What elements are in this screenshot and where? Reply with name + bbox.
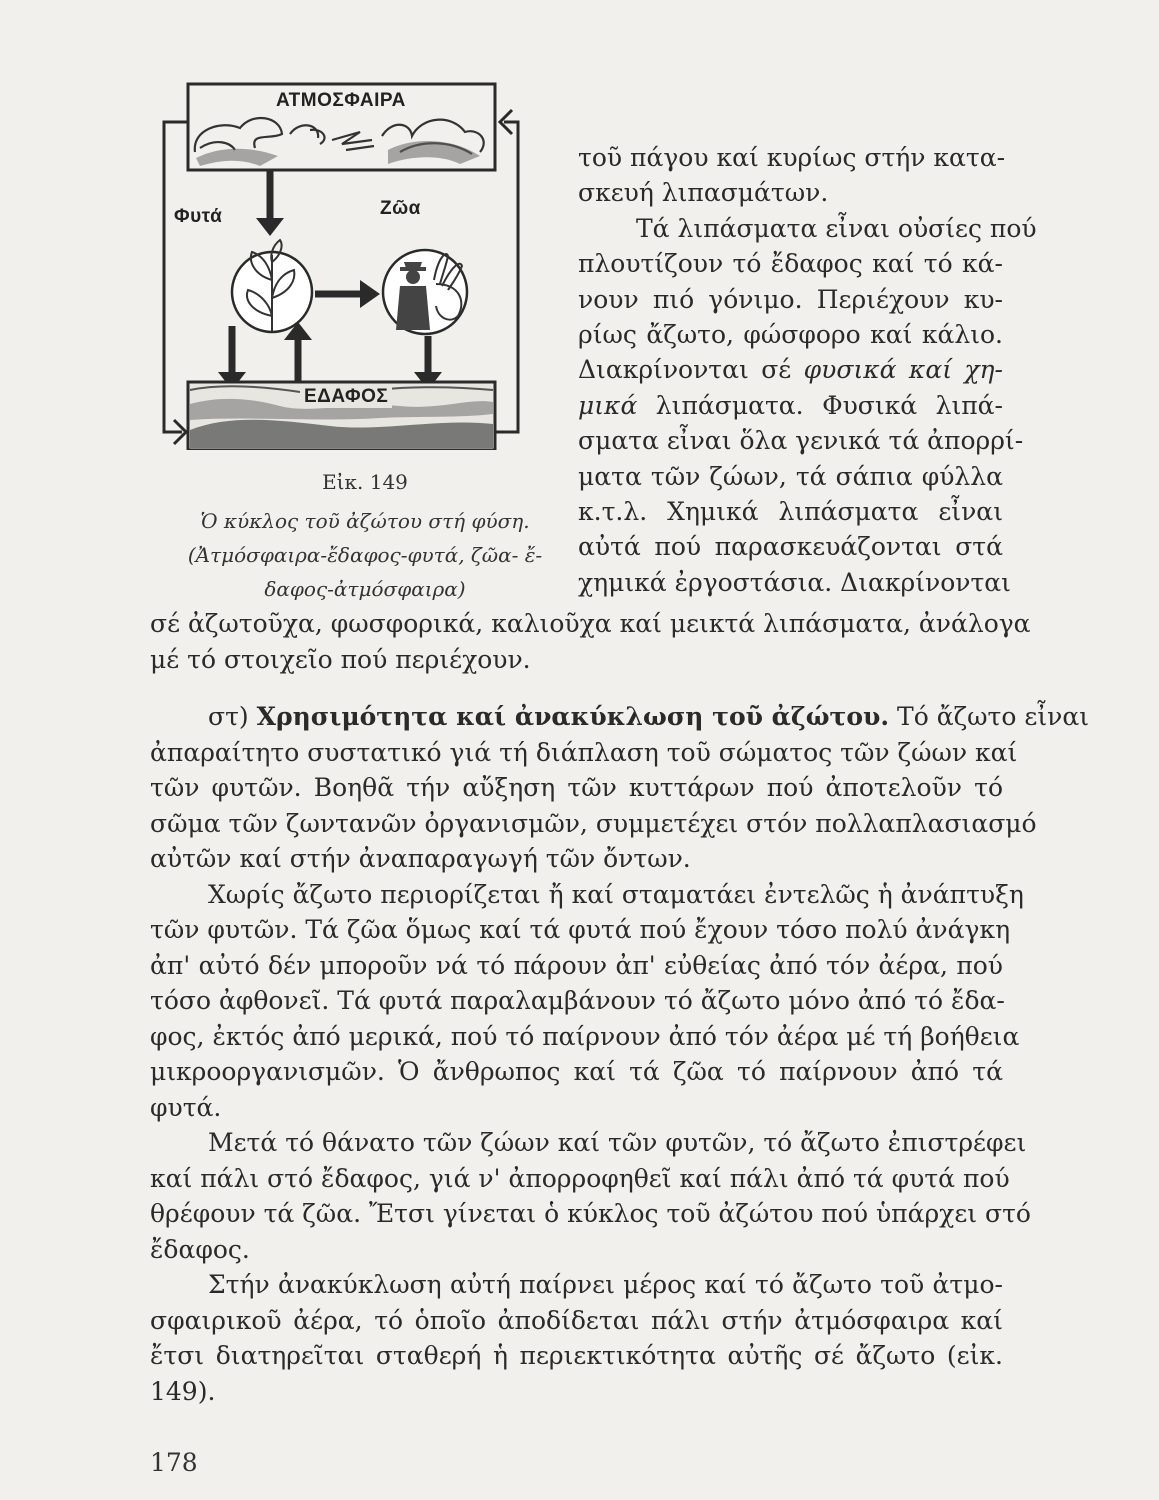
figure-number: Εἰκ. 149 bbox=[322, 470, 408, 494]
text-line: Μετά τό θάνατο τῶν ζώων καί τῶν φυτῶν, τό ἄζωτο ἐπιστρέφει bbox=[208, 1128, 1027, 1157]
section-heading-line: στ) Χρησιμότητα καί ἀνακύκλωση τοῦ ἀζώτου. Τό ἄζωτο εἶναι bbox=[208, 702, 1090, 731]
left-cycle-line bbox=[164, 122, 188, 432]
text-line: τῶν φυτῶν. Βοηθᾶ τήν αὔξηση τῶν κυττάρων πού ἀποτελοῦν τό bbox=[150, 773, 1003, 802]
text-line: σφαιρικοῦ ἀέρα, τό ὁποῖο ἀποδίδεται πάλι στήν ἀτμόσφαιρα καί bbox=[150, 1305, 1003, 1335]
text-line: ἀπαραίτητο συστατικό γιά τή διάπλαση τοῦ σώματος τῶν ζώων καί bbox=[150, 737, 1018, 767]
section-heading: Χρησιμότητα καί ἀνακύκλωση τοῦ ἀζώτου. bbox=[256, 702, 890, 731]
text-line: θρέφουν τά ζῶα. Ἔτσι γίνεται ὁ κύκλος τοῦ ἀζώτου πού ὑπάρχει στό bbox=[150, 1199, 1031, 1228]
text-line: αὐτῶν καί στήν ἀναπαραγωγή τῶν ὄντων. bbox=[150, 844, 691, 873]
plants-label: Φυτά bbox=[174, 206, 223, 227]
text-line: Διακρίνονται σέ φυσικά καί χη- bbox=[578, 355, 1003, 385]
page-number: 178 bbox=[150, 1448, 198, 1477]
text-line: ματα τῶν ζώων, τά σάπια φύλλα bbox=[578, 461, 1003, 491]
animals-label: Ζῶα bbox=[380, 198, 421, 219]
text-line: ἔτσι διατηρεῖται σταθερή ἡ περιεκτικότητα αὐτῆς σέ ἄζωτο (εἰκ. bbox=[150, 1341, 1003, 1370]
text-line: τόσο ἀφθονεῖ. Τά φυτά παραλαμβάνουν τό ἄζωτο μόνο ἀπό τό ἔδα- bbox=[150, 986, 1005, 1015]
text-line: τῶν φυτῶν. Τά ζῶα ὅμως καί τά φυτά πού ἔχουν τόσο πολύ ἀνάγκη bbox=[150, 915, 1011, 944]
caption-line-1: Ὁ κύκλος τοῦ ἀζώτου στή φύση. bbox=[200, 509, 530, 533]
text-line: τοῦ πάγου καί κυρίως στήν κατα- bbox=[578, 143, 1006, 172]
text-line: πλουτίζουν τό ἔδαφος καί τό κά- bbox=[578, 249, 1003, 279]
figure-caption bbox=[150, 470, 580, 606]
text-line: μικροοργανισμῶν. Ὁ ἄνθρωπος καί τά ζῶα τό παίρνουν ἀπό τά bbox=[150, 1057, 1003, 1086]
atmosphere-label: ΑΤΜΟΣΦΑΙΡΑ bbox=[276, 90, 406, 111]
text-line: νουν πιό γόνιμο. Περιέχουν κυ- bbox=[578, 284, 1003, 314]
right-cycle-line bbox=[495, 122, 518, 432]
body-text bbox=[150, 606, 1090, 1409]
text-line: χημικά ἐργοστάσια. Διακρίνονται bbox=[578, 567, 1011, 597]
italic-term: μικά bbox=[578, 390, 638, 420]
caption-line-2: (Ἀτμόσφαιρα-ἔδαφος-φυτά, ζῶα- ἔ- bbox=[187, 543, 543, 567]
text-line: σέ ἀζωτοῦχα, φωσφορικά, καλιοῦχα καί μεικτά λιπάσματα, ἀνάλογα bbox=[150, 609, 1031, 638]
text-line: καί πάλι στό ἔδαφος, γιά ν' ἀπορροφηθεῖ καί πάλι ἀπό τά φυτά πού bbox=[150, 1163, 1010, 1193]
text-line: φυτά. bbox=[150, 1092, 222, 1122]
text-line: ἀπ' αὐτό δέν μποροῦν νά τό πάρουν ἀπ' εὐθείας ἀπό τόν ἀέρα, πού bbox=[150, 950, 1003, 980]
nitrogen-cycle-figure bbox=[160, 80, 530, 450]
text-line: ἔδαφος. bbox=[150, 1234, 250, 1264]
text-line: σκευή λιπασμάτων. bbox=[578, 178, 829, 208]
text-line: σῶμα τῶν ζωντανῶν ὀργανισμῶν, συμμετέχει στόν πολλαπλασιασμό bbox=[150, 808, 1037, 838]
text-line: ρίως ἄζωτο, φώσφορο καί κάλιο. bbox=[578, 320, 1003, 350]
text-line: αὐτά πού παρασκευάζονται στά bbox=[578, 532, 1003, 562]
text-line: κ.τ.λ. Χημικά λιπάσματα εἶναι bbox=[578, 497, 1003, 527]
text-line: Χωρίς ἄζωτο περιορίζεται ἤ καί σταματάει ἐντελῶς ἡ ἀνάπτυξη bbox=[208, 879, 1024, 909]
text-line: Τά λιπάσματα εἶναι οὐσίες πού bbox=[636, 213, 1037, 243]
text-line: μέ τό στοιχεῖο πού περιέχουν. bbox=[150, 644, 531, 674]
soil-label: ΕΔΑΦΟΣ bbox=[300, 386, 392, 408]
text-line: Στήν ἀνακύκλωση αὐτή παίρνει μέρος καί τό ἄζωτο τοῦ ἀτμο- bbox=[208, 1270, 1003, 1299]
text-line: 149). bbox=[150, 1376, 216, 1406]
italic-term: φυσικά καί χη- bbox=[803, 355, 1003, 385]
caption-line-3: δαφος-ἀτμόσφαιρα) bbox=[264, 577, 466, 601]
text-line: φος, ἐκτός ἀπό μερικά, πού τό παίρνουν ἀπό τόν ἀέρα μέ τή βοήθεια bbox=[150, 1021, 1020, 1051]
text-line: μικά λιπάσματα. Φυσικά λιπά- bbox=[578, 390, 1004, 420]
text-line: σματα εἶναι ὅλα γενικά τά ἀπορρί- bbox=[578, 426, 1024, 456]
right-column-text bbox=[578, 140, 1037, 600]
